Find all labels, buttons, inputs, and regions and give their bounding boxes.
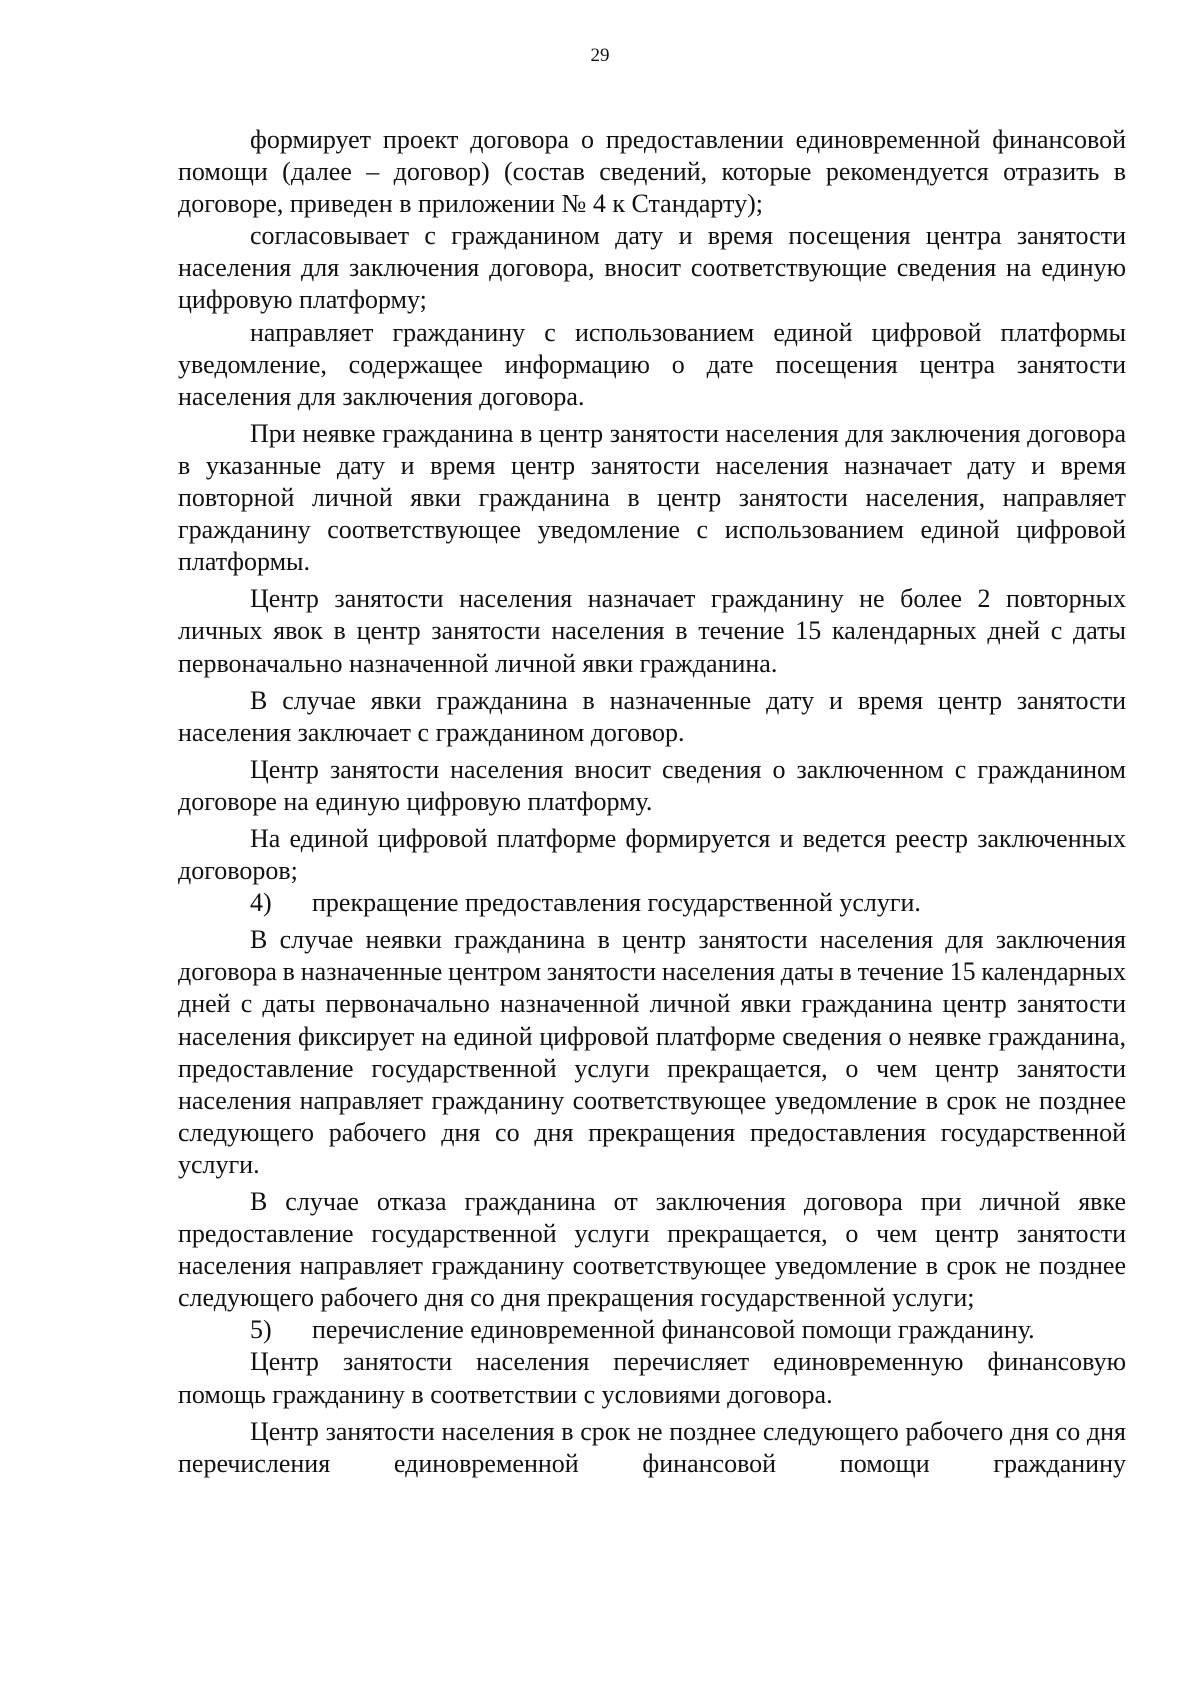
paragraph-draft-contract: формирует проект договора о предоставлении единовременной финансовой помощи (далее – договор) (состав сведений, которые рекомендуется отразить в договоре, приведен в приложении № 4 к Стандарту); (178, 125, 1126, 219)
list-item-text: прекращение предоставления государственной услуги. (312, 888, 921, 918)
list-item-4 (178, 887, 1126, 919)
paragraph-payment-deadline: Центр занятости населения в срок не позднее следующего рабочего дня со дня перечисления единовременной финансовой помощи гражданину (178, 1416, 1126, 1478)
list-item-number: 4) (250, 888, 272, 918)
page-number: 29 (590, 45, 610, 66)
paragraph-non-appearance: При неявке гражданина в центр занятости населения для заключения договора в указанные дату и время центр занятости населения назначает дату и время повторной личной явки гражданина в центр занятости населения, направляет гражданину соответствующее уведомление с использованием единой цифровой платформы. (178, 418, 1126, 577)
list-item-number: 5) (250, 1315, 272, 1345)
paragraph-send-notification: направляет гражданину с использованием единой цифровой платформы уведомление, содержащее информацию о дате посещения центра занятости населения для заключения договора. (178, 317, 1126, 411)
paragraph-payment-transfer: Центр занятости населения перечисляет единовременную финансовую помощь гражданину в соответствии с условиями договора. (178, 1347, 1126, 1409)
paragraph-contract-registry: На единой цифровой платформе формируется и ведется реестр заключенных договоров; (178, 823, 1126, 886)
paragraph-contract-conclusion: В случае явки гражданина в назначенные дату и время центр занятости населения заключает с гражданином договор. (178, 685, 1126, 747)
paragraph-termination-non-appearance: В случае неявки гражданина в центр занятости населения для заключения договора в назначенные центром занятости населения даты в течение 15 календарных дней с даты первоначально назначенной личной явки гражданина центр занятости населения фиксирует на единой цифровой платформе сведения о неявке гражданина, предоставление государственной услуги прекращается, о чем центр занятости населения направляет гражданину соответствующее уведомление в срок не позднее следующего рабочего дня со дня прекращения предоставления государственной услуги. (178, 925, 1126, 1179)
paragraph-repeat-visits: Центр занятости населения назначает гражданину не более 2 повторных личных явок в центр занятости населения в течение 15 календарных дней с даты первоначально назначенной личной явки гражданина. (178, 584, 1126, 678)
list-item-text: перечисление единовременной финансовой помощи гражданину. (312, 1315, 1035, 1345)
paragraph-agree-visit-date: согласовывает с гражданином дату и время посещения центра занятости населения для заключения договора, вносит соответствующие сведения на единую цифровую платформу; (178, 221, 1126, 315)
paragraph-contract-info: Центр занятости населения вносит сведения о заключенном с гражданином договоре на единую цифровую платформу. (178, 754, 1126, 816)
paragraph-termination-refusal: В случае отказа гражданина от заключения договора при личной явке предоставление государственной услуги прекращается, о чем центр занятости населения направляет гражданину соответствующее уведомление в срок не позднее следующего рабочего дня со дня прекращения государственной услуги; (178, 1187, 1126, 1313)
list-item-5 (178, 1314, 1126, 1346)
document-body (178, 124, 1126, 1480)
